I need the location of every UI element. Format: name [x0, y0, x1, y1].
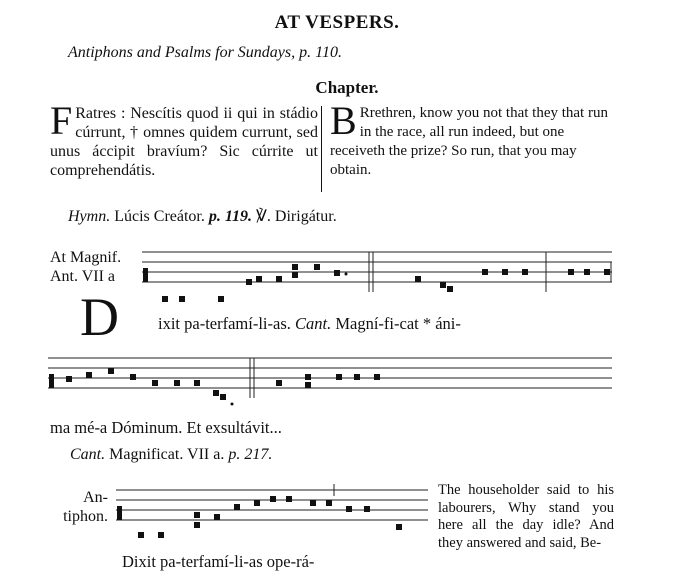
hymn-label: Hymn.	[68, 208, 111, 225]
antiphon1-cant-label: Cant.	[295, 314, 332, 333]
antiphon2-english: The householder said to his labourers, Why stand you here all the day idle? And they answered and said, Be-	[438, 482, 614, 551]
english-text: Rrethren, know you not that they that run in the race, all run indeed, but one receiveth the prize? So run, that you may obtain.	[330, 105, 608, 178]
cant-magnificat-page: p. 217.	[228, 446, 273, 463]
cant-magnificat-label: Cant.	[70, 446, 106, 463]
antiphon2-lyrics: Dixit pa-terfamí-li-as ope-rá-	[122, 552, 315, 571]
hymn-versicle: ℣. Dirigátur.	[255, 208, 337, 225]
antiphon1-lyrics-a: ixit pa-terfamí-li-as.	[158, 314, 291, 333]
antiphon1-label-line1: At Magnif.	[50, 249, 122, 266]
antiphon1-label-line2: Ant. VII a	[50, 268, 116, 285]
english-initial: B	[330, 98, 357, 143]
antiphon1-initial: D	[80, 287, 119, 347]
antiphons-reference-text: Antiphons and Psalms for Sundays,	[68, 44, 296, 61]
antiphon2-label-line1: An-	[83, 489, 108, 506]
page-title: AT VESPERS.	[274, 12, 400, 33]
hymn-page: p. 119.	[208, 208, 252, 225]
antiphon1-lyrics-b: Magní-fi-cat * áni-	[335, 314, 461, 333]
antiphon2-label-line2: tiphon.	[63, 508, 108, 525]
cant-magnificat-text: Magnificat. VII a.	[109, 446, 225, 463]
antiphon1-lyrics-line2: ma mé-a Dóminum. Et exsultávit...	[50, 418, 282, 437]
hymn-title: Lúcis Creátor.	[114, 208, 205, 225]
antiphons-reference-page: p. 110.	[299, 44, 342, 61]
latin-text: Ratres : Nescítis quod ii qui in stádio cúrrunt, † omnes quidem currunt, sed unus áccipit bravíum? Sic cúrrite ut comprehendátis.	[50, 105, 318, 179]
latin-initial: F	[50, 98, 73, 143]
chapter-heading: Chapter.	[315, 78, 379, 97]
